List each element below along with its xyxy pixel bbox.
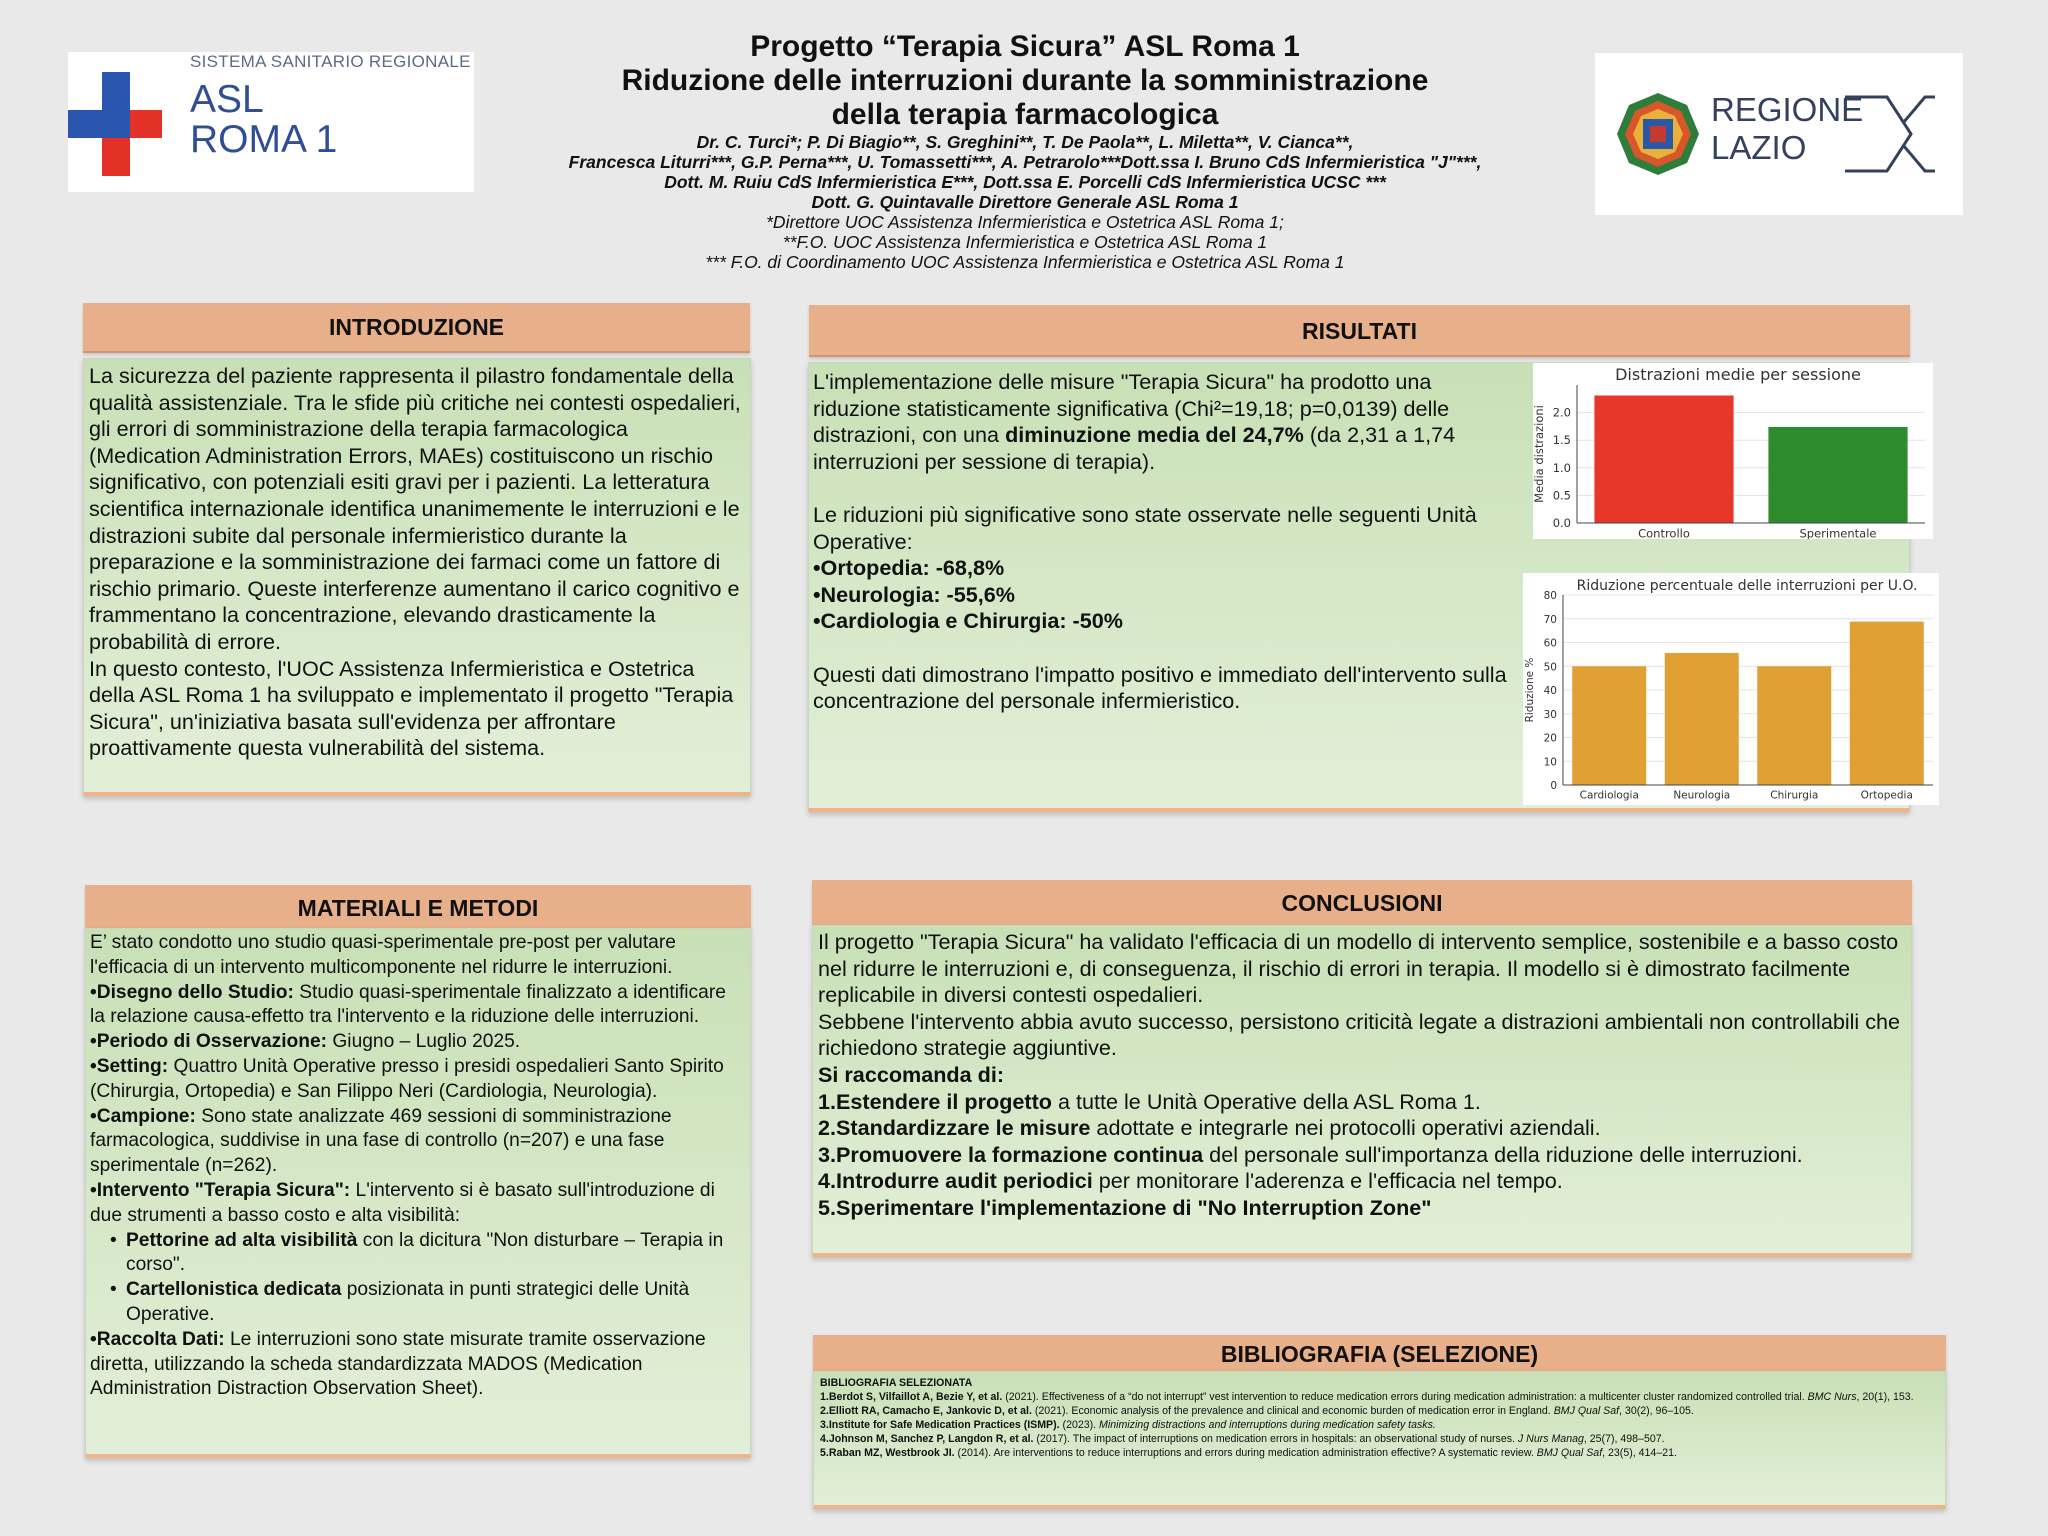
intro-section <box>83 358 751 796</box>
results-paragraph-2: Le riduzioni più significative sono state osservate nelle seguenti Unità Operative: <box>813 501 1477 554</box>
bibliography-subheading: BIBLIOGRAFIA SELEZIONATA <box>820 1377 973 1389</box>
methods-item: •Setting: Quattro Unità Operative presso i presidi ospedalieri Santo Spirito (Chirurgia, Ortopedia) e San Filippo Neri (Cardiologia, Neurologia). <box>90 1055 724 1102</box>
y-tick-label: 40 <box>1543 685 1557 697</box>
results-highlight: diminuzione media del 24,7% <box>1005 422 1304 448</box>
y-tick-label: 10 <box>1543 756 1557 769</box>
intro-heading: INTRODUZIONE <box>83 303 750 353</box>
methods-item: •Raccolta Dati: Le interruzioni sono state misurate tramite osservazione diretta, utilizzando la scheda standardizzata MADOS (Medication Administration Distraction Observation Sheet). <box>90 1328 706 1400</box>
y-tick-label: 20 <box>1543 732 1557 745</box>
affiliation-line: **F.O. UOC Assistenza Infermieristica e Ostetrica ASL Roma 1 <box>782 232 1268 252</box>
x-tick-label: Chirurgia <box>1770 789 1819 802</box>
results-paragraph-1: L'implementazione delle misure "Terapia Sicura" ha prodotto una riduzione statisticamente significativa (Chi²=19,18; p=0,0139) delle distrazioni, con una diminuzione media del 24,7% (da 2,31 a 1,74 interruzioni per sessione di terapia). <box>813 369 1456 474</box>
poster-title: Progetto “Terapia Sicura” ASL Roma 1 <box>750 30 1300 63</box>
conclusions-paragraph-1: Il progetto "Terapia Sicura" ha validato l'efficacia di un modello di intervento semplice, sostenibile e a basso costo nel ridurre le interruzioni e, di conseguenza, il rischio di errori in terapia. Il modello si è dimostrato facilmente replicabile in diversi contesti ospedalieri. <box>818 929 1899 1008</box>
regione-lazio-emblem-icon <box>1613 91 1703 177</box>
logo-asl-line2: ROMA 1 <box>190 118 338 161</box>
author-line: Dr. C. Turci*; P. Di Biagio**, S. Greghini**, T. De Paola**, L. Miletta**, V. Cianca**, <box>696 132 1354 152</box>
poster-header <box>470 30 1580 272</box>
results-text <box>813 369 1513 715</box>
conclusions-item: 2.Standardizzare le misure adottate e integrarle nei protocolli operativi aziendali. <box>818 1115 1601 1141</box>
affiliation-line: *Direttore UOC Assistenza Infermieristica e Ostetrica ASL Roma 1; <box>766 212 1284 232</box>
bar <box>1850 622 1924 785</box>
methods-subitem: • Cartellonistica dedicata posizionata in punti strategici delle Unità Operative. <box>110 1279 690 1325</box>
logo-system-text: SISTEMA SANITARIO REGIONALE <box>190 52 471 71</box>
logo-lazio-line1: REGIONE <box>1711 91 1864 128</box>
chart-title: Distrazioni medie per sessione <box>1615 365 1861 384</box>
conclusions-item: 1.Estendere il progetto a tutte le Unità Operative della ASL Roma 1. <box>818 1088 1481 1114</box>
results-item: •Cardiologia e Chirurgia: -50% <box>813 608 1123 634</box>
bibliography-section <box>813 1371 1946 1509</box>
y-tick-label: 0.0 <box>1552 516 1571 530</box>
bibliography-ref: 4.Johnson M, Sanchez P, Langdon R, et al. (2017). The impact of interruptions on medication errors in hospitals: an observational study of nurses. J Nurs Manag, 25(7), 498–507. <box>820 1433 1665 1445</box>
affiliation-line: *** F.O. di Coordinamento UOC Assistenza Infermieristica e Ostetrica ASL Roma 1 <box>705 252 1345 272</box>
bibliography-ref: 3.Institute for Safe Medication Practices (ISMP). (2023). Minimizing distractions and interruptions during medication safety tasks. <box>820 1419 1436 1431</box>
results-item: •Neurologia: -55,6% <box>813 581 1015 607</box>
results-heading: RISULTATI <box>809 305 1910 357</box>
author-line: Dott. G. Quintavalle Direttore Generale ASL Roma 1 <box>811 192 1239 212</box>
results-paragraph-3: Questi dati dimostrano l'impatto positivo e immediato dell'intervento sulla concentrazione del personale infermieristico. <box>813 661 1507 714</box>
x-tick-label: Controllo <box>1638 526 1690 539</box>
methods-item: •Campione: Sono state analizzate 469 sessioni di somministrazione farmacologica, suddivise in una fase di controllo (n=207) e una fase sperimentale (n=262). <box>90 1105 672 1177</box>
y-tick-label: 1.5 <box>1552 433 1571 448</box>
y-tick-label: 70 <box>1543 613 1557 626</box>
intro-paragraph-1: La sicurezza del paziente rappresenta il pilastro fondamentale della qualità assistenziale. Tra le sfide più critiche nei contesti ospedalieri, gli errori di somministrazione della terapia farmacologica (Medication Administration Errors, MAEs) costituiscono un rischio significativo, con potenziali esiti gravi per i pazienti. La letteratura scientifica internazionale identifica unanimemente le interruzioni e le distrazioni subite dal personale infermieristico durante la preparazione e la somministrazione dei farmaci come un fattore di rischio primario. Queste interferenze aumentano il carico cognitivo e frammentano la concentrazione, elevando drasticamente la probabilità di errore. <box>89 363 741 654</box>
y-axis-label: Riduzione % <box>1524 657 1536 723</box>
chart-distractions <box>1533 363 1933 539</box>
y-tick-label: 0.5 <box>1552 488 1571 503</box>
chart-distractions-card <box>1533 363 1933 539</box>
y-tick-label: 30 <box>1543 708 1557 721</box>
methods-subitem: • Pettorine ad alta visibilità con la dicitura "Non disturbare – Terapia in corso". <box>110 1229 724 1276</box>
methods-intro: E’ stato condotto uno studio quasi-sperimentale pre-post per valutare l'efficacia di un intervento multicomponente nel ridurre le interruzioni. <box>90 932 676 978</box>
results-item: •Ortopedia: -68,8% <box>813 555 1005 581</box>
chart-reduction-card <box>1523 573 1939 805</box>
author-line: Dott. M. Ruiu CdS Infermieristica E***, Dott.ssa E. Porcelli CdS Infermieristica UCSC *** <box>664 172 1386 192</box>
y-tick-label: 50 <box>1543 661 1557 674</box>
chart-reduction <box>1523 573 1939 805</box>
y-tick-label: 0 <box>1550 780 1557 792</box>
bar <box>1572 666 1646 785</box>
y-tick-label: 60 <box>1543 637 1557 650</box>
bar <box>1665 653 1739 785</box>
y-tick-label: 1.0 <box>1552 460 1571 475</box>
x-tick-label: Sperimentale <box>1799 526 1877 539</box>
x-tick-label: Cardiologia <box>1579 789 1639 802</box>
x-tick-label: Ortopedia <box>1860 789 1913 802</box>
bibliography-ref: 1.Berdot S, Vilfaillot A, Bezie Y, et al. (2021). Effectiveness of a “do not interrupt” vest intervention to reduce medication errors during medication administration: a multicenter cluster randomized controlled trial. BMC Nurs, 20(1), 153. <box>820 1391 1914 1403</box>
regione-lazio-logo <box>1595 53 1963 215</box>
y-axis-label: Media distrazioni <box>1533 405 1546 503</box>
logo-lazio-line2: LAZIO <box>1711 129 1807 166</box>
methods-item: •Intervento "Terapia Sicura": L'intervento si è basato sull'introduzione di due strumenti a basso costo e alta visibilità: <box>90 1179 715 1226</box>
conclusions-recommend: Si raccomanda di: <box>818 1061 1005 1087</box>
chart-title: Riduzione percentuale delle interruzioni per U.O. <box>1576 578 1918 594</box>
conclusions-item: 4.Introdurre audit periodici per monitorare l'aderenza e l'efficacia nel tempo. <box>818 1168 1563 1194</box>
conclusions-item: 5.Sperimentare l'implementazione di "No Interruption Zone" <box>818 1194 1432 1220</box>
y-tick-label: 2.0 <box>1552 405 1571 420</box>
conclusions-heading: CONCLUSIONI <box>812 880 1912 928</box>
methods-item: •Periodo di Osservazione: Giugno – Luglio 2025. <box>90 1031 521 1053</box>
x-tick-label: Neurologia <box>1673 789 1731 802</box>
medical-cross-icon <box>68 72 162 176</box>
lazio-chevron-icon <box>1845 95 1935 173</box>
bibliography-heading: BIBLIOGRAFIA (SELEZIONE) <box>813 1335 1946 1373</box>
poster-subtitle-line2: della terapia farmacologica <box>831 98 1219 131</box>
methods-item: •Disegno dello Studio: Studio quasi-sperimentale finalizzato a identificare la relazione causa-effetto tra l'intervento e la riduzione delle interruzioni. <box>90 981 726 1028</box>
poster-subtitle-line1: Riduzione delle interruzioni durante la somministrazione <box>621 64 1429 97</box>
bar <box>1594 395 1733 523</box>
methods-section <box>85 928 751 1458</box>
author-line: Francesca Liturri***, G.P. Perna***, U. Tomassetti***, A. Petrarolo***Dott.ssa I. Bruno CdS Infermieristica "J"***, <box>568 152 1482 172</box>
bibliography-ref: 5.Raban MZ, Westbrook JI. (2014). Are interventions to reduce interruptions and errors during medication administration effective? A systematic review. BMJ Qual Saf, 23(5), 414–21. <box>820 1447 1677 1459</box>
conclusions-item: 3.Promuovere la formazione continua del personale sull'importanza della riduzione delle interruzioni. <box>818 1141 1803 1167</box>
asl-roma1-logo <box>68 52 474 192</box>
conclusions-paragraph-2: Sebbene l'intervento abbia avuto successo, persistono criticità legate a distrazioni ambientali non controllabili che richiedono strategie aggiuntive. <box>818 1008 1901 1061</box>
methods-heading: MATERIALI E METODI <box>85 885 751 931</box>
bibliography-ref: 2.Elliott RA, Camacho E, Jankovic D, et al. (2021). Economic analysis of the prevalence and clinical and economic burden of medication error in England. BMJ Qual Saf, 30(2), 96–105. <box>820 1405 1694 1417</box>
conclusions-section <box>812 925 1912 1257</box>
bar <box>1757 666 1831 785</box>
results-section <box>808 362 1918 812</box>
intro-paragraph-2: In questo contesto, l'UOC Assistenza Infermieristica e Ostetrica della ASL Roma 1 ha sviluppato e implementato il progetto "Terapia Sicura", un'iniziativa basata sull'evidenza per affrontare proattivamente questa vulnerabilità del sistema. <box>89 655 734 761</box>
logo-asl-line1: ASL <box>190 78 264 121</box>
y-tick-label: 80 <box>1543 590 1557 602</box>
bar <box>1768 427 1907 523</box>
